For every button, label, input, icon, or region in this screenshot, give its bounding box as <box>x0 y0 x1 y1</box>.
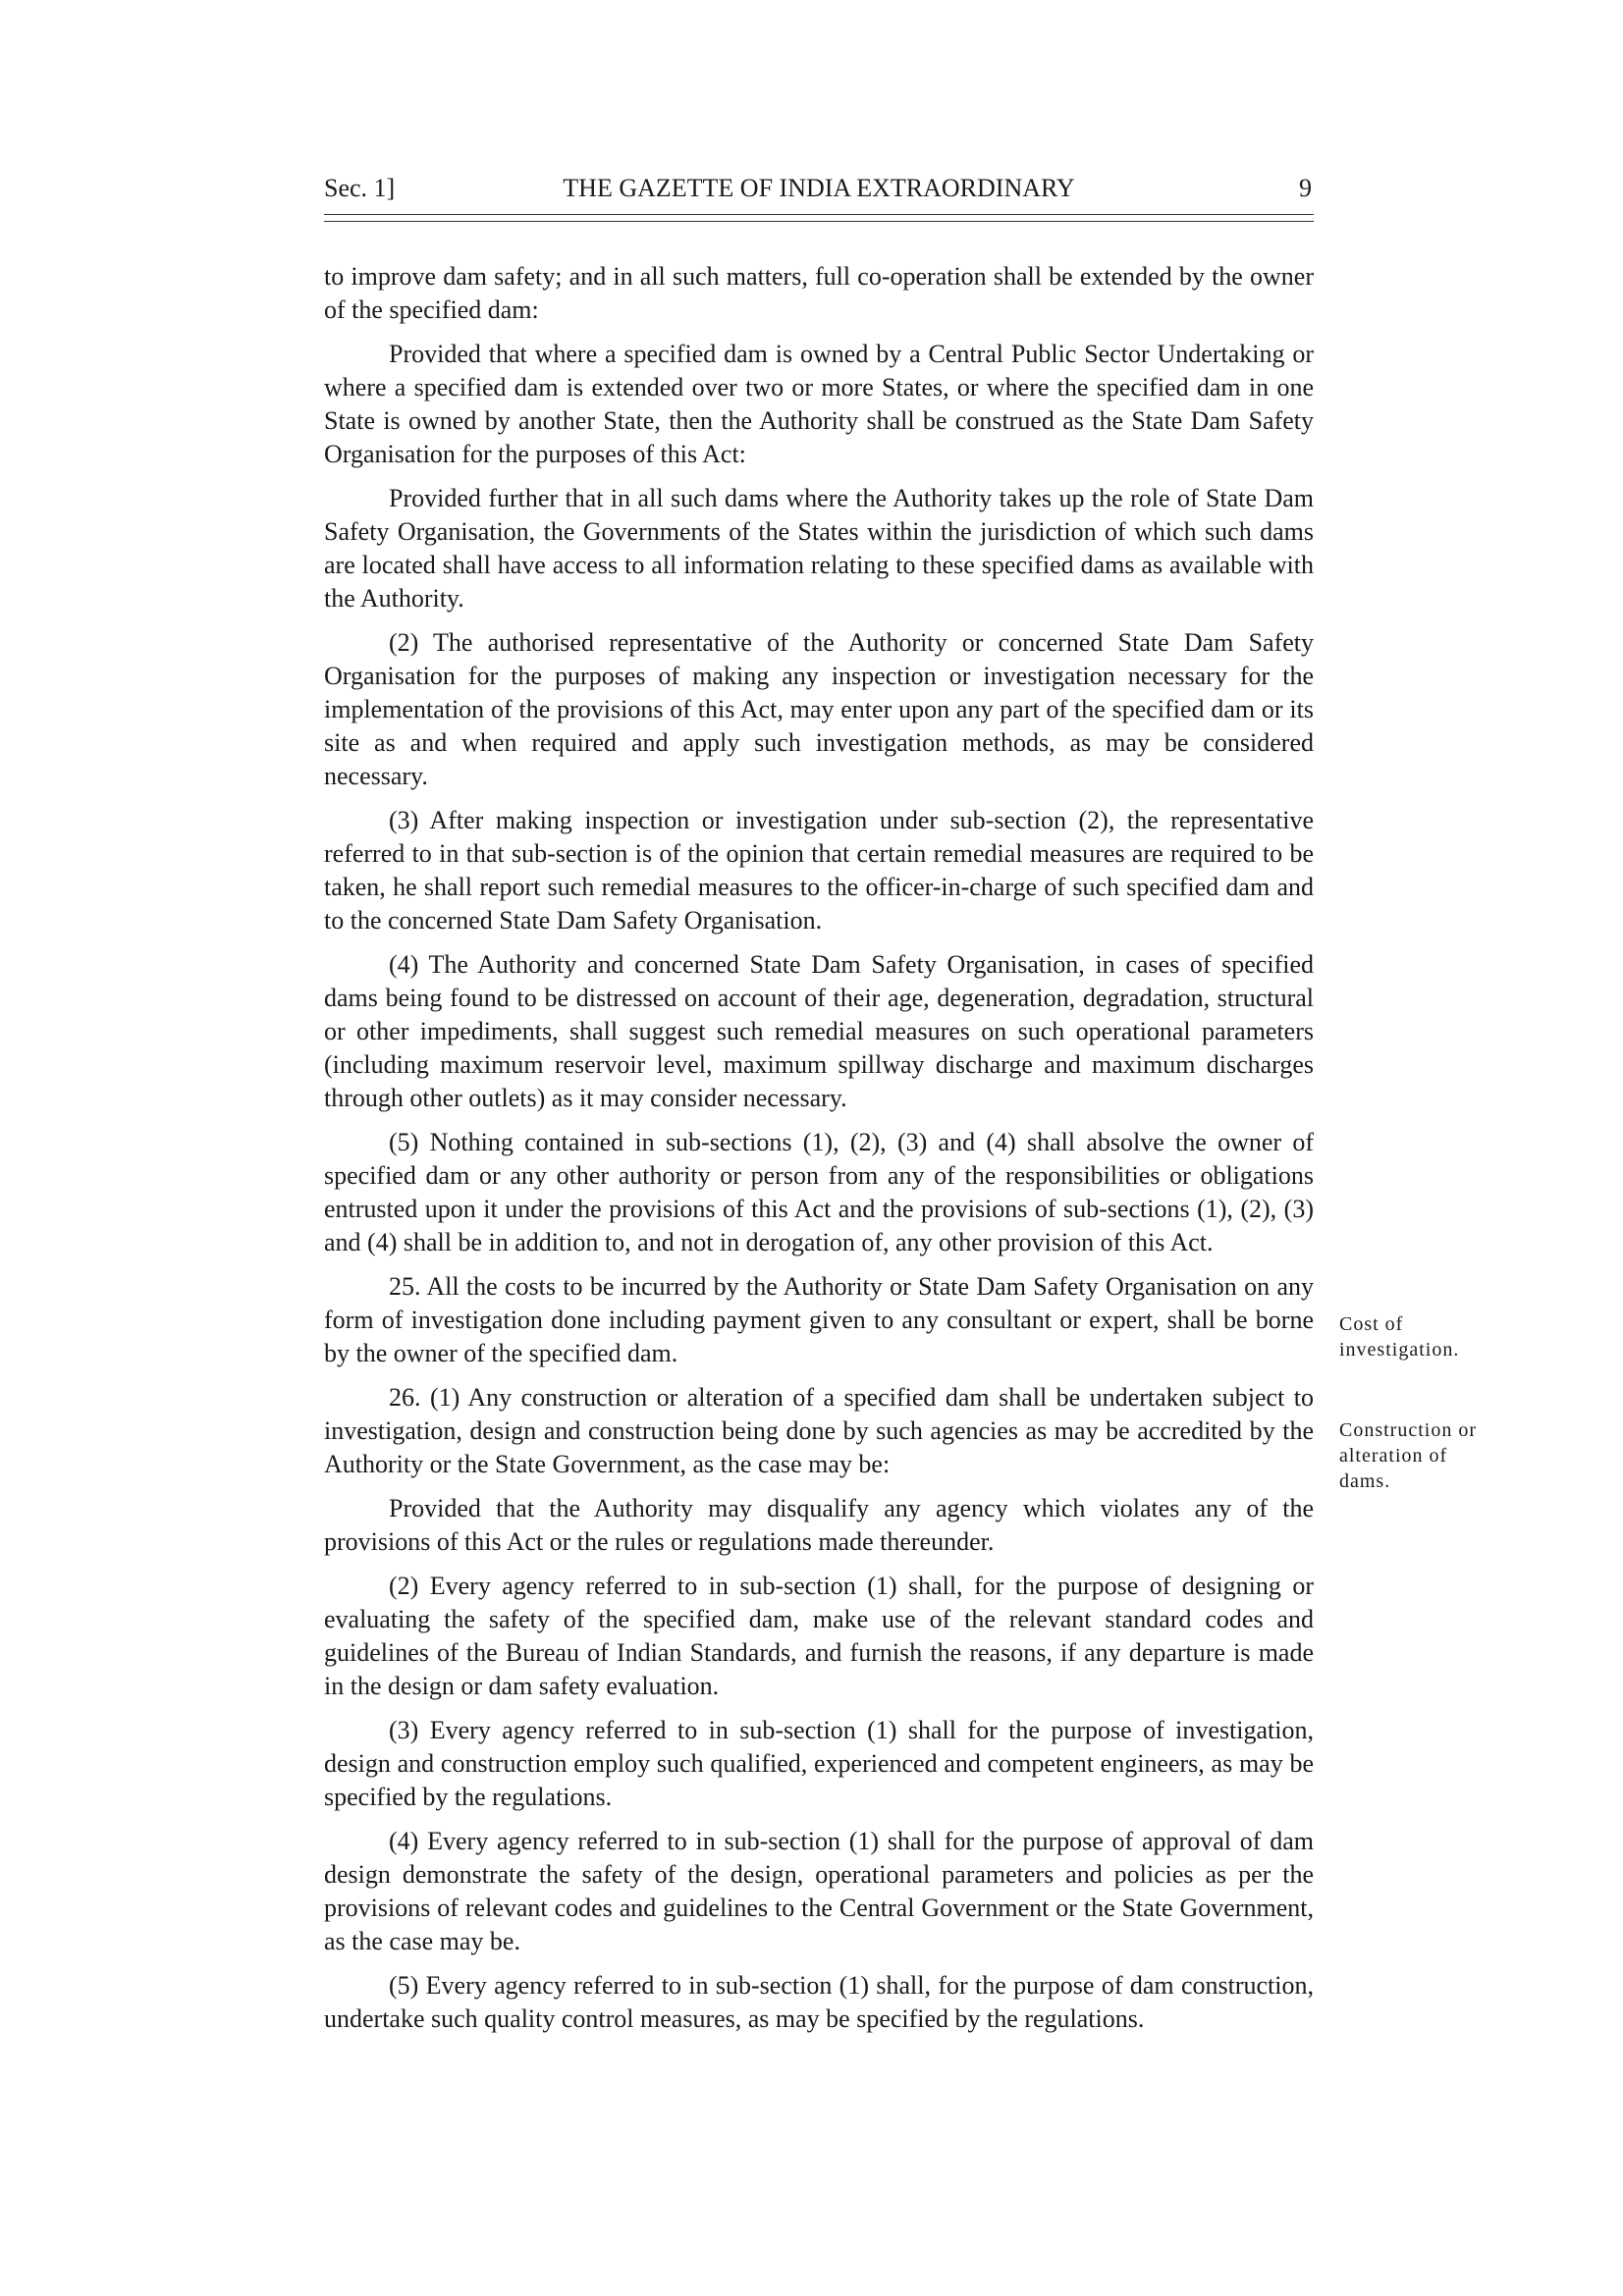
paragraph-section-25: 25. All the costs to be incurred by the Authority or State Dam Safety Organisation on any form of investigation done including payment given to any consultant or expert, shall be borne by the owner of the specified dam. <box>324 1272 1314 1367</box>
margin-note-construction-alteration: Construction or alteration of dams. <box>1339 1419 1477 1492</box>
paragraph-24-5: (5) Nothing contained in sub-sections (1), (2), (3) and (4) shall absolve the owner of specified dam or any other authority or person from any of the responsibilities or obligations entrusted upon it under the provisions of this Act and the provisions of sub-sections (1), (2), (3) and (4) shall be in addition to, and not in derogation of, any other provision of this Act. <box>324 1128 1314 1256</box>
paragraph-26-4: (4) Every agency referred to in sub-section (1) shall for the purpose of approval of dam design demonstrate the safety of the design, operational parameters and policies as per the provisions of relevant codes and guidelines to the Central Government or the State Government, as the case may be. <box>324 1827 1314 1955</box>
gazette-title: THE GAZETTE OF INDIA EXTRAORDINARY <box>563 174 1075 202</box>
paragraph-26-proviso: Provided that the Authority may disqualify any agency which violates any of the provisions of this Act or the rules or regulations made thereunder. <box>324 1494 1314 1556</box>
paragraph-continuation: to improve dam safety; and in all such matters, full co-operation shall be extended by the owner of the specified dam: <box>324 262 1314 324</box>
header-rule-top <box>324 214 1314 215</box>
section-label: Sec. 1] <box>324 174 396 202</box>
paragraph-24-3: (3) After making inspection or investigation under sub-section (2), the representative referred to in that sub-section is of the opinion that certain remedial measures are required to be taken, he shall report such remedial measures to the officer-in-charge of such specified dam and to the concerned State Dam Safety Organisation. <box>324 806 1314 934</box>
paragraph-section-26-1: 26. (1) Any construction or alteration of a specified dam shall be undertaken subject to investigation, design and construction being done by such agencies as may be accredited by the Authority or the State Government, as the case may be: <box>324 1383 1314 1478</box>
body-text <box>324 260 1314 2047</box>
paragraph-26-2: (2) Every agency referred to in sub-section (1) shall, for the purpose of designing or evaluating the safety of the specified dam, make use of the relevant standard codes and guidelines of the Bureau of Indian Standards, and furnish the reasons, if any departure is made in the design or dam safety evaluation. <box>324 1572 1314 1700</box>
paragraph-proviso-2: Provided further that in all such dams where the Authority takes up the role of State Dam Safety Organisation, the Governments of the States within the jurisdiction of which such dams are located shall have access to all information relating to these specified dams as available with the Authority. <box>324 484 1314 613</box>
header-rule-bottom <box>324 221 1314 222</box>
paragraph-proviso-1: Provided that where a specified dam is owned by a Central Public Sector Undertaking or where a specified dam is extended over two or more States, or where the specified dam in one State is owned by another State, then the Authority shall be construed as the State Dam Safety Organisation for the purposes of this Act: <box>324 340 1314 468</box>
paragraph-24-2: (2) The authorised representative of the Authority or concerned State Dam Safety Organisation for the purposes of making any inspection or investigation necessary for the implementation of the provisions of this Act, may enter upon any part of the specified dam or its site as and when required and apply such investigation methods, as may be considered necessary. <box>324 628 1314 790</box>
page-header <box>324 172 1314 205</box>
paragraph-26-5: (5) Every agency referred to in sub-section (1) shall, for the purpose of dam construction, undertake such quality control measures, as may be specified by the regulations. <box>324 1971 1314 2033</box>
paragraph-24-4: (4) The Authority and concerned State Dam Safety Organisation, in cases of specified dams being found to be distressed on account of their age, degeneration, degradation, structural or other impediments, shall suggest such remedial measures on such operational parameters (including maximum reservoir level, maximum spillway discharge and maximum discharges through other outlets) as it may consider necessary. <box>324 950 1314 1112</box>
margin-note-cost-of-investigation: Cost of investigation. <box>1339 1313 1460 1361</box>
page-number: 9 <box>1299 174 1312 202</box>
paragraph-26-3: (3) Every agency referred to in sub-section (1) shall for the purpose of investigation, design and construction employ such qualified, experienced and competent engineers, as may be specified by the regulations. <box>324 1716 1314 1811</box>
